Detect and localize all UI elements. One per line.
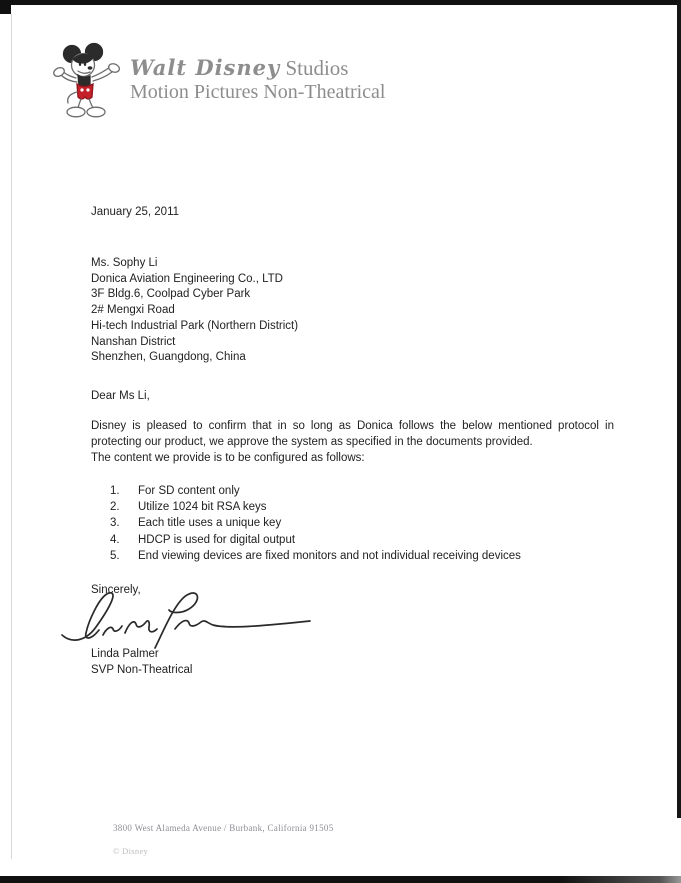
recipient-line: Shenzhen, Guangdong, China xyxy=(91,351,246,364)
signer-name: Linda Palmer xyxy=(91,648,159,660)
list-item: Each title uses a unique key xyxy=(138,517,282,530)
brand-walt-disney: Walt Disney xyxy=(130,55,281,80)
recipient-line: Nanshan District xyxy=(91,335,176,348)
list-item: HDCP is used for digital output xyxy=(138,533,296,546)
letter-body xyxy=(91,418,614,466)
list-item: For SD content only xyxy=(138,485,240,497)
salutation: Dear Ms Li, xyxy=(91,390,150,402)
list-item: End viewing devices are fixed monitors and not individual receiving devices xyxy=(138,549,521,562)
protocol-list xyxy=(110,483,521,564)
scan-corner-patch xyxy=(0,0,11,14)
recipient-line: 3F Bldg.6, Coolpad Cyber Park xyxy=(91,288,251,301)
recipient-line: 2# Mengxi Road xyxy=(91,304,175,317)
signature-icon xyxy=(58,588,316,652)
recipient-line: Hi-tech Industrial Park (Northern District) xyxy=(91,319,299,332)
list-item: Utilize 1024 bit RSA keys xyxy=(138,501,267,514)
recipient-address xyxy=(91,256,298,366)
footer-copyright: © Disney xyxy=(113,846,149,856)
mickey-mouse-icon xyxy=(52,42,124,120)
letter-date: January 25, 2011 xyxy=(91,206,180,218)
signer-title: SVP Non-Theatrical xyxy=(91,664,193,676)
footer-address: 3800 West Alameda Avenue / Burbank, California 91505 xyxy=(113,823,334,833)
recipient-line: Donica Aviation Engineering Co., LTD xyxy=(91,272,283,285)
closing: Sincerely, xyxy=(91,584,141,596)
brand-studios: Studios xyxy=(280,56,349,80)
scan-edge-left-line xyxy=(11,14,12,859)
recipient-line: Ms. Sophy Li xyxy=(91,257,158,269)
brand-line2: Motion Pictures Non-Theatrical xyxy=(130,81,386,103)
scan-edge-top xyxy=(0,0,681,5)
scan-edge-right xyxy=(677,0,681,818)
body-line2: The content we provide is to be configured as follows: xyxy=(91,452,365,464)
brand-text xyxy=(130,56,386,104)
letterhead xyxy=(52,42,386,120)
scan-edge-bottom xyxy=(0,876,681,883)
body-paragraph: Disney is pleased to confirm that in so long as Donica follows the below mentioned protocol in protecting our product, we approve the system as specified in the documents provided. xyxy=(91,420,614,448)
brand-line1 xyxy=(130,56,386,81)
